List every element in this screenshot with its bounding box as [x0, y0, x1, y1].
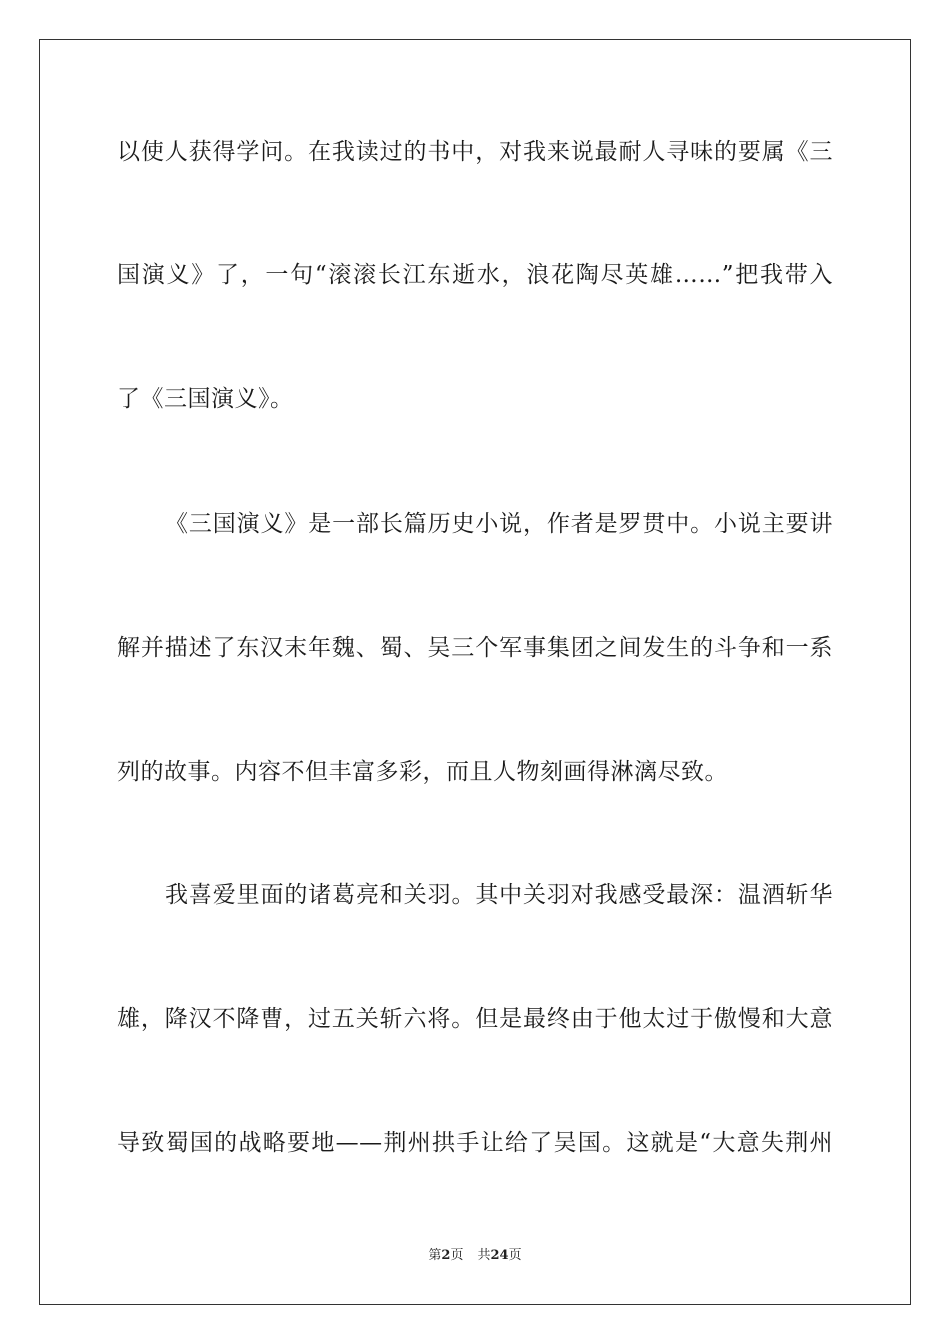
paragraph-line: 雄，降汉不降曹，过五关斩六将。但是最终由于他太过于傲慢和大意 — [117, 1006, 833, 1032]
paragraph-line: 解并描述了东汉末年魏、蜀、吴三个军事集团之间发生的斗争和一系 — [117, 635, 833, 661]
paragraph-line: 我喜爱里面的诸葛亮和关羽。其中关羽对我感受最深：温酒斩华 — [165, 882, 833, 908]
paragraph-line: 以使人获得学问。在我读过的书中，对我来说最耐人寻味的要属《三 — [117, 139, 833, 165]
total-label-suffix: 页 — [508, 1248, 522, 1263]
paragraph-line: 列的故事。内容不但丰富多彩，而且人物刻画得淋漓尽致。 — [117, 759, 728, 785]
page-border — [39, 39, 911, 1305]
paragraph-line: 导致蜀国的战略要地——荆州拱手让给了吴国。这就是“大意失荆州 — [117, 1130, 833, 1156]
paragraph-line: 《三国演义》是一部长篇历史小说，作者是罗贯中。小说主要讲 — [165, 511, 833, 537]
page-footer — [0, 1247, 950, 1265]
total-label-prefix: 共 — [477, 1248, 491, 1263]
page-label-prefix: 第 — [428, 1248, 442, 1263]
paragraph-line: 了《三国演义》。 — [117, 386, 294, 412]
paragraph-line: 国演义》了，一句“滚滚长江东逝水，浪花陶尽英雄……”把我带入 — [117, 262, 833, 288]
total-pages: 24 — [490, 1248, 509, 1263]
page-label-suffix: 页 — [450, 1248, 464, 1263]
page-number: 2 — [441, 1248, 451, 1263]
